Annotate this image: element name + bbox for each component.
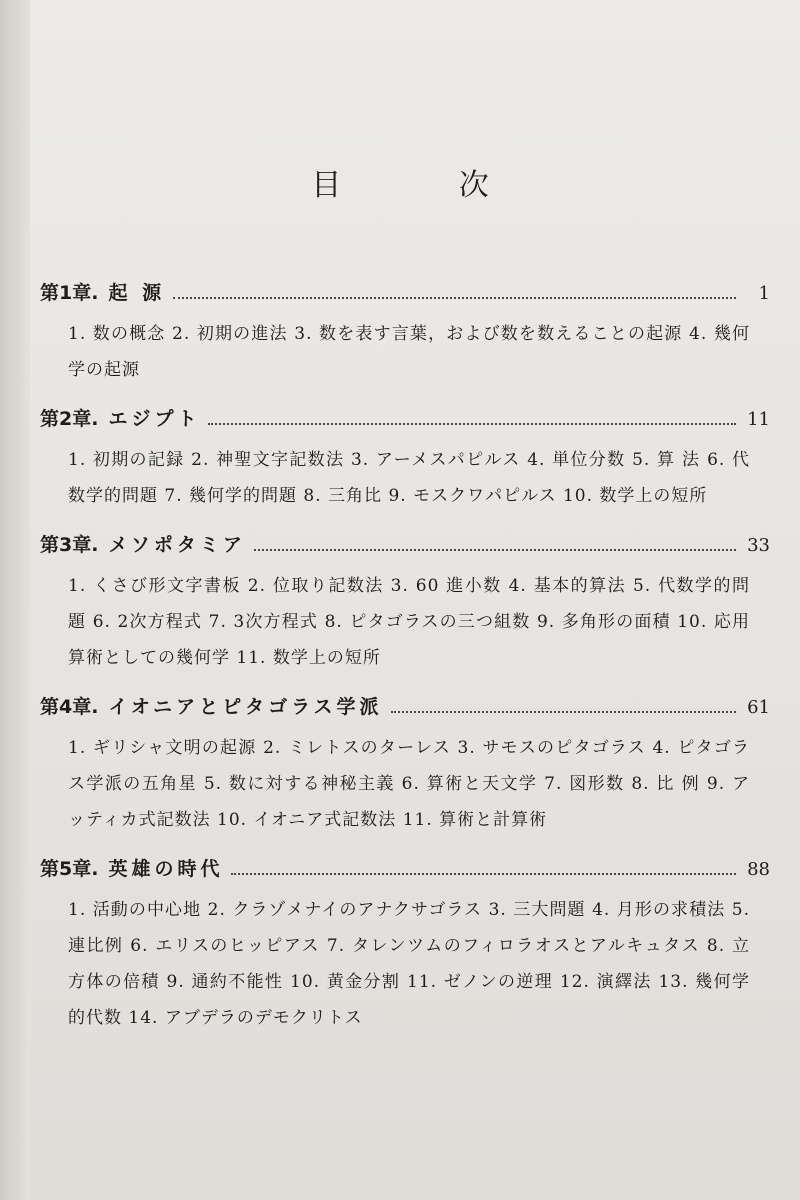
page-title: 目 次 [311,168,543,203]
chapter-title: 起 源 [108,282,166,304]
dot-leader [254,548,736,551]
chapter-entry [40,684,770,838]
dot-leader [173,296,736,299]
chapter-page-number: 11 [747,409,770,430]
chapter-heading[interactable] [40,270,770,316]
chapter-number: 第2章. [40,408,99,430]
chapter-entry [40,396,770,514]
chapter-number: 第1章. [40,282,99,304]
chapter-number: 第4章. [40,696,99,718]
chapter-page-number: 88 [747,859,770,880]
dot-leader [231,872,736,875]
dot-leader [391,710,736,713]
dot-leader [208,422,736,425]
chapter-page-number: 1 [758,283,770,304]
chapter-page-number: 33 [747,535,770,556]
chapter-number: 第5章. [40,858,99,880]
chapter-number: 第3章. [40,534,99,556]
chapter-entry [40,846,770,1036]
chapter-topics: 1. くさび形文字書板 2. 位取り記数法 3. 60 進小数 4. 基本的算法 5. 代数学的問題 6. 2次方程式 7. 3次方程式 8. ピタゴラスの三つ組数 9. 多角形の面積 10. 応用算術としての幾何学 11. 数学上の短所 [68,576,750,668]
chapter-title: イオニアとピタゴラス学派 [108,696,383,718]
chapter-topics: 1. 数の概念 2. 初期の進法 3. 数を表す言葉，および数を数えることの起源 4. 幾何学の起源 [68,324,750,380]
chapter-topics: 1. 初期の記録 2. 神聖文字記数法 3. アーメスパピルス 4. 単位分数 5. 算 法 6. 代数学的問題 7. 幾何学的問題 8. 三角比 9. モスクワパピルス 10. 数学上の短所 [68,450,750,506]
table-of-contents [40,270,770,1044]
chapter-heading[interactable] [40,522,770,568]
chapter-heading[interactable] [40,846,770,892]
chapter-heading[interactable] [40,396,770,442]
chapter-topics: 1. 活動の中心地 2. クラゾメナイのアナクサゴラス 3. 三大問題 4. 月形の求積法 5. 連比例 6. エリスのヒッピアス 7. タレンツムのフィロラオスとアルキュタス 8. 立方体の倍積 9. 通約不能性 10. 黄金分割 11. ゼノンの逆理 12. 演繹法 13. 幾何学的代数 14. アブデラのデモクリトス [68,900,750,1028]
chapter-page-number: 61 [747,697,770,718]
chapter-title: エジプト [108,408,201,430]
chapter-title: メソポタミア [108,534,246,556]
chapter-entry [40,522,770,676]
chapter-heading[interactable] [40,684,770,730]
chapter-entry [40,270,770,388]
chapter-topics: 1. ギリシャ文明の起源 2. ミレトスのターレス 3. サモスのピタゴラス 4. ピタゴラス学派の五角星 5. 数に対する神秘主義 6. 算術と天文学 7. 図形数 8. 比 例 9. アッティカ式記数法 10. イオニア式記数法 11. 算術と計算術 [68,738,750,830]
chapter-title: 英雄の時代 [108,858,224,880]
